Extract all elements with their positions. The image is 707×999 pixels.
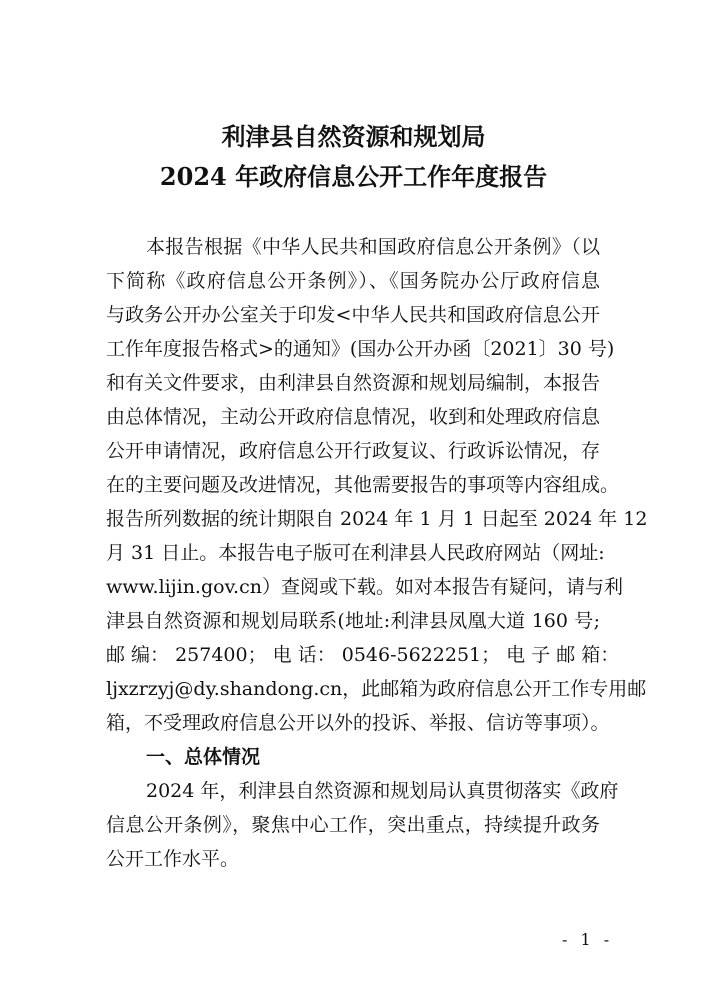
paragraph-line: 与政务公开办公室关于印发<中华人民共和国政府信息公开 <box>106 304 600 326</box>
document-title-line-1: 利津县自然资源和规划局 <box>221 122 486 151</box>
paragraph-line: 和有关文件要求，由利津县自然资源和规划局编制，本报告 <box>106 372 601 394</box>
paragraph-line: 月 31 日止。本报告电子版可在利津县人民政府网站（网址: <box>106 542 605 564</box>
paragraph-line: 公开工作水平。 <box>106 848 240 870</box>
paragraph-line: 津县自然资源和规划局联系(地址:利津县凤凰大道 160 号; <box>106 610 600 632</box>
page-number: - 1 - <box>562 930 614 949</box>
section-heading: 一、总体情况 <box>146 746 261 768</box>
paragraph-line: 工作年度报告格式>的通知》(国办公开办函〔2021〕30 号) <box>106 338 615 360</box>
paragraph-line: 下简称《政府信息公开条例》）、《国务院办公厅政府信息 <box>106 270 600 292</box>
paragraph-line: 箱，不受理政府信息公开以外的投诉、举报、信访等事项）。 <box>106 712 610 734</box>
paragraph-line: 报告所列数据的统计期限自 2024 年 1 月 1 日起至 2024 年 12 <box>106 508 648 530</box>
document-title-line-2: 2024 年政府信息公开工作年度报告 <box>159 162 548 191</box>
paragraph-line: 在的主要问题及改进情况，其他需要报告的事项等内容组成。 <box>106 474 620 496</box>
paragraph-line: 2024 年，利津县自然资源和规划局认真贯彻落实《政府 <box>146 780 619 802</box>
paragraph-line: ljxzrzyj@dy.shandong.cn，此邮箱为政府信息公开工作专用邮 <box>106 678 647 700</box>
paragraph-line: 公开申请情况，政府信息公开行政复议、行政诉讼情况，存 <box>106 440 601 462</box>
paragraph-line: 邮 编： 257400； 电 话： 0546-5622251； 电 子 邮 箱： <box>106 644 620 666</box>
paragraph-line: 由总体情况，主动公开政府信息情况，收到和处理政府信息 <box>106 406 601 428</box>
paragraph-line: 本报告根据《中华人民共和国政府信息公开条例》（以 <box>146 236 600 258</box>
paragraph-line: www.lijin.gov.cn）查阅或下载。如对本报告有疑问，请与利 <box>106 576 623 598</box>
paragraph-line: 信息公开条例》，聚焦中心工作，突出重点，持续提升政务 <box>106 814 600 836</box>
